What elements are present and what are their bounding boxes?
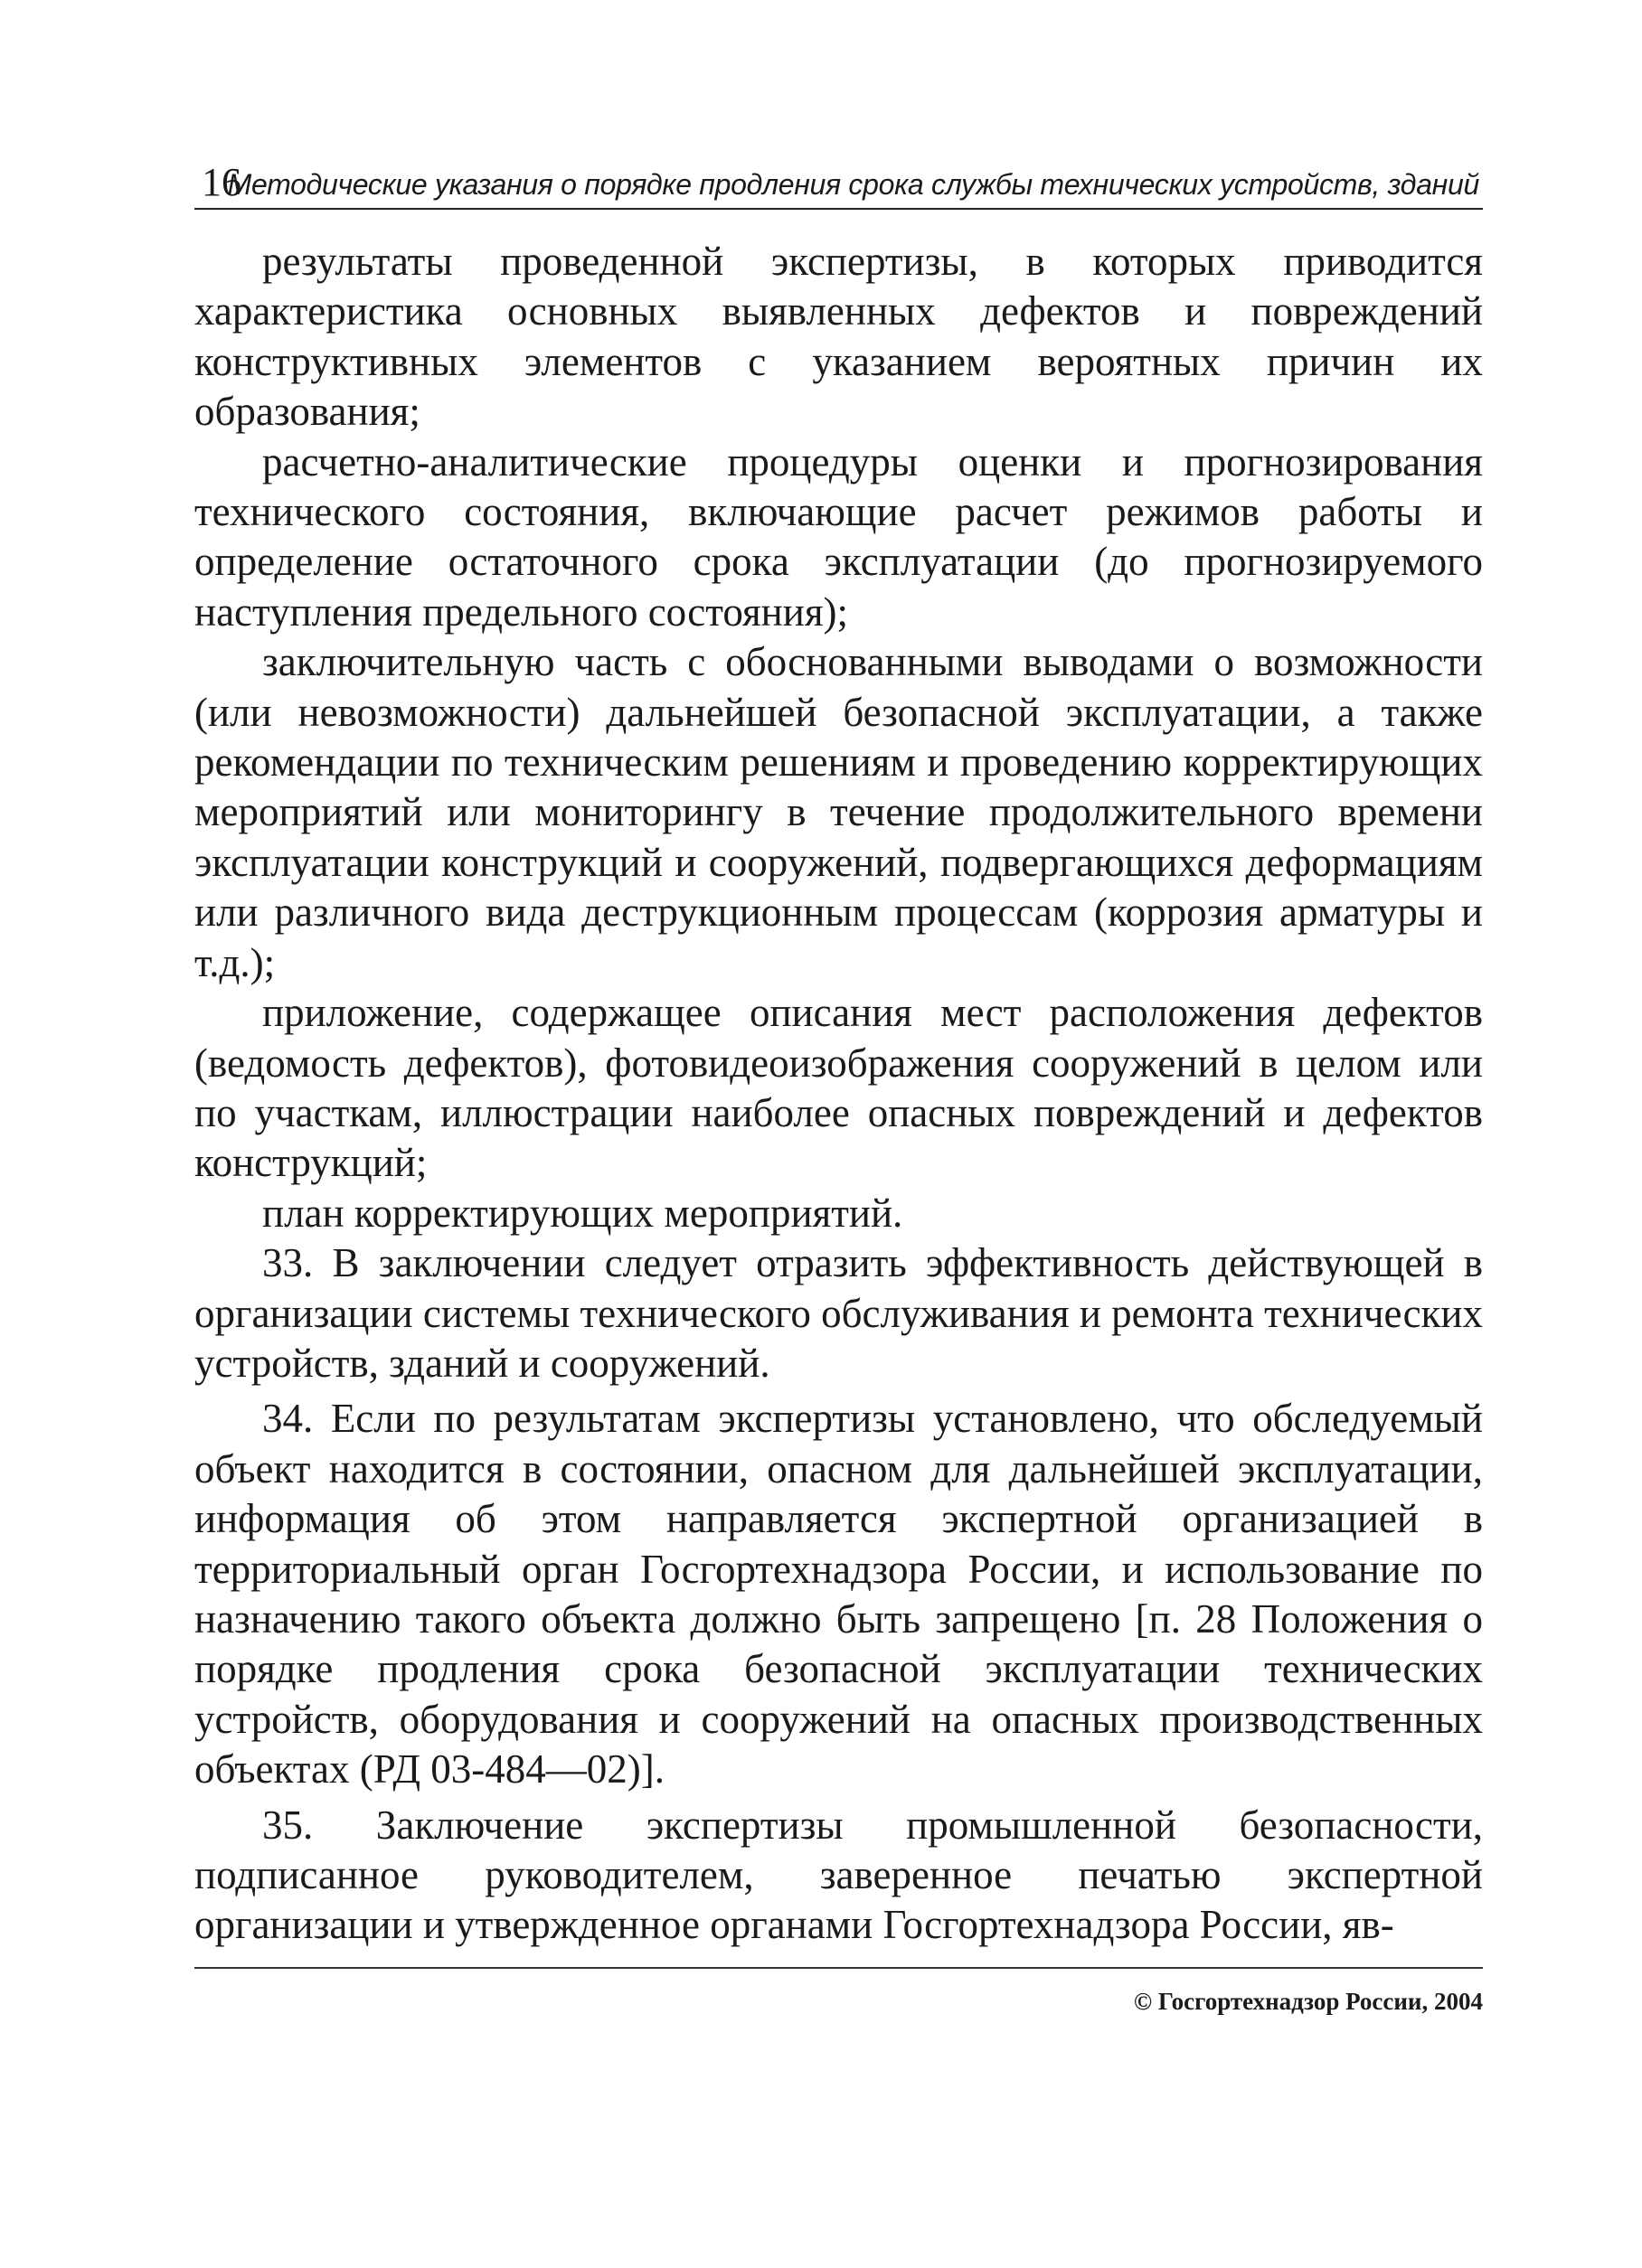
paragraph-conclusions: заключительную часть с обоснованными выводами о возможности (или невозможности) дальнейшей безопасной эксплуатации, а также рекомендации по техническим решениям и проведению корректирующих мероприятий или мониторингу в течение продолжительного времени эксплуатации конструкций и сооружений, подвергающихся деформациям или различного вида деструкционным процессам (коррозия арматуры и т.д.); <box>194 639 1483 985</box>
running-title: Методические указания о порядке продления срока службы технических устройств, зданий <box>227 168 1479 201</box>
body-text <box>194 237 1483 1951</box>
paragraph-calculations: расчетно-аналитические процедуры оценки и прогнозирования технического состояния, включающие расчет режимов работы и определение остаточного срока эксплуатации (до прогнозируемого наступления предельного состояния); <box>194 438 1483 635</box>
copyright-note: © Госгортехнадзор России, 2004 <box>1133 1988 1483 2015</box>
running-header <box>194 160 1483 210</box>
paragraph-33: 33. В заключении следует отразить эффективность действующей в организации системы технического обслуживания и ремонта технических устройств, зданий и сооружений. <box>194 1240 1483 1386</box>
paragraph-results: результаты проведенной экспертизы, в которых приводится характеристика основных выявленных дефектов и повреждений конструктивных элементов с указанием вероятных причин их образования; <box>194 239 1483 435</box>
paragraph-34: 34. Если по результатам экспертизы установлено, что обследуемый объект находится в состоянии, опасном для дальнейшей эксплуатации, информация об этом направляется экспертной организацией в территориальный орган Госгортехнадзора России, и использование по назначению такого объекта должно быть запрещено [п. 28 Положения о порядке продления срока безопасной эксплуатации технических устройств, оборудования и сооружений на опасных производственных объектах (РД 03-484—02)]. <box>194 1396 1483 1793</box>
paragraph-plan: план корректирующих мероприятий. <box>262 1190 903 1236</box>
paragraph-appendix: приложение, содержащее описания мест расположения дефектов (ведомость дефектов), фотовидеоизображения сооружений в целом или по участкам, иллюстрации наиболее опасных повреждений и дефектов конструкций; <box>194 990 1483 1186</box>
paragraph-35: 35. Заключение экспертизы промышленной безопасности, подписанное руководителем, заверенное печатью экспертной организации и утвержденное органами Госгортехнадзора России, яв- <box>194 1802 1483 1948</box>
page-number: 16 <box>202 160 241 204</box>
footer-divider <box>194 1967 1483 1969</box>
